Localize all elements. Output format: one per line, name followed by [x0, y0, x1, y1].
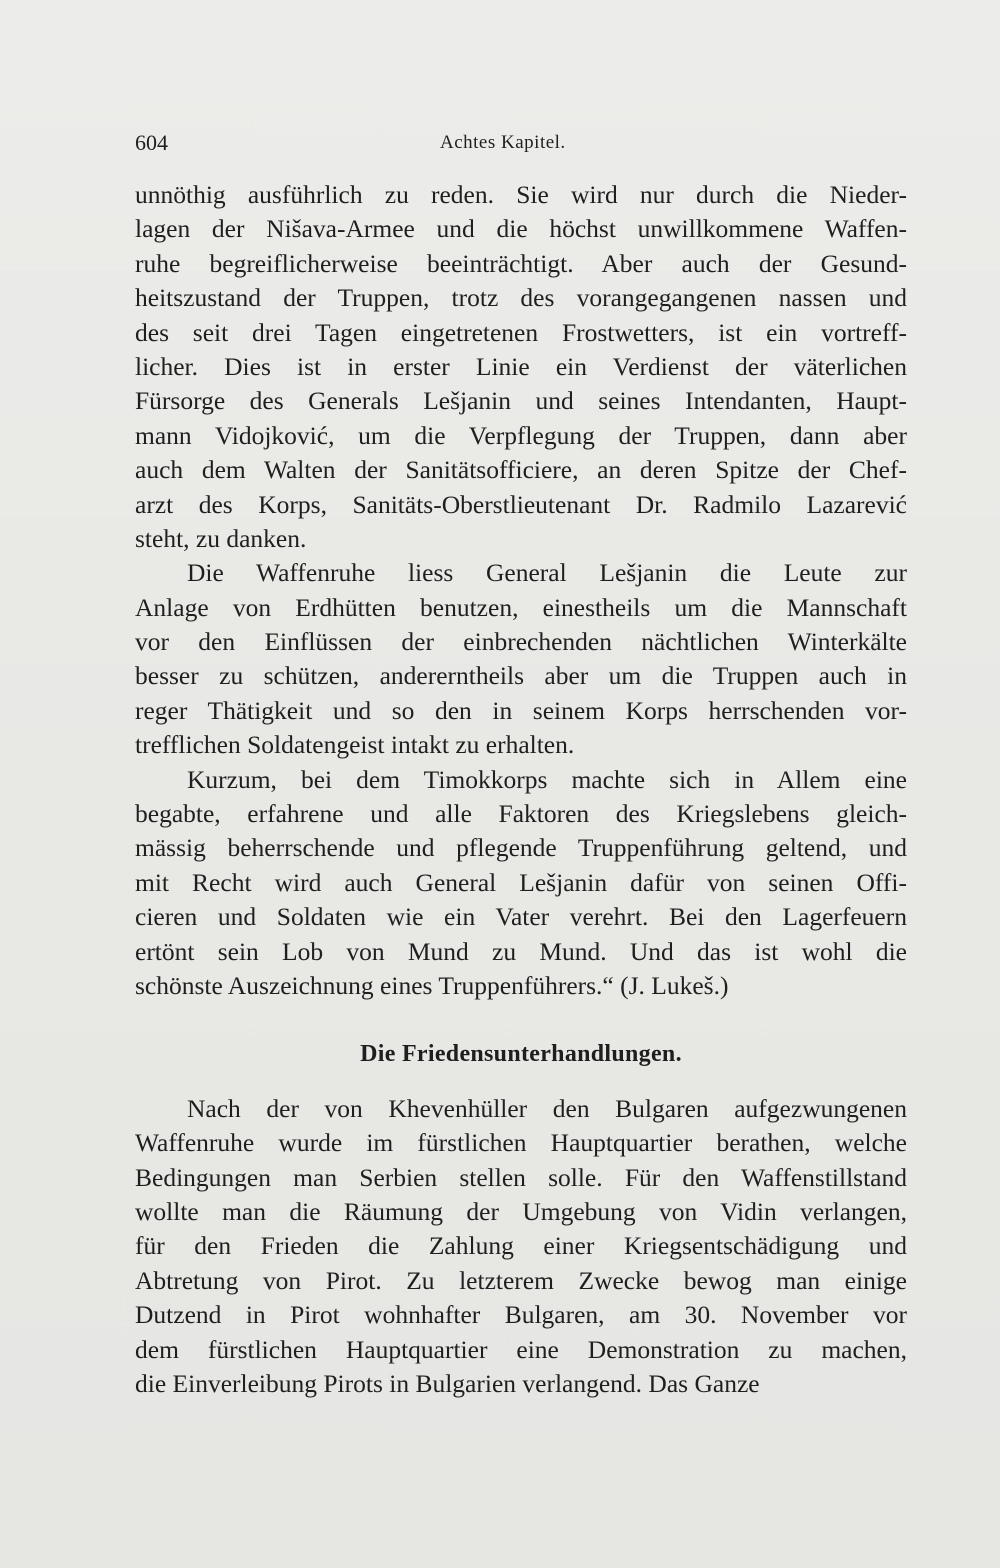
paragraph [135, 1092, 907, 1402]
text-line: cieren und Soldaten wie ein Vater verehrt. Bei den Lagerfeuern [135, 902, 907, 932]
text-line: des seit drei Tagen eingetretenen Frostwetters, ist ein vortreff- [135, 317, 907, 347]
text-line: unnöthig ausführlich zu reden. Sie wird nur durch die Nieder- [135, 180, 907, 209]
text-line: steht, zu danken. [135, 523, 307, 553]
text-line: Anlage von Erdhütten benutzen, einestheils um die Mannschaft [135, 592, 907, 622]
text-line: wollte man die Räumung der Umgebung von Vidin verlangen, [135, 1196, 907, 1226]
text-line: ruhe begreiflicherweise beeinträchtigt. Aber auch der Gesund- [135, 248, 907, 278]
page-number: 604 [135, 130, 168, 155]
text-line: für den Frieden die Zahlung einer Kriegsentschädigung und [135, 1231, 907, 1261]
text-line: trefflichen Soldatengeist intakt zu erhalten. [135, 730, 575, 760]
text-line: vor den Einflüssen der einbrechenden nächtlichen Winterkälte [135, 627, 907, 657]
running-title: Achtes Kapitel. [440, 132, 566, 153]
text-line: arzt des Korps, Sanitäts-Oberstlieutenant Dr. Radmilo Lazarević [135, 489, 907, 519]
text-line: Bedingungen man Serbien stellen solle. Für den Waffenstillstand [135, 1162, 907, 1192]
section-heading: Die Friedensunterhandlungen. [360, 1041, 682, 1068]
text-line: besser zu schützen, andererntheils aber um die Truppen auch in [135, 661, 907, 691]
text-line: Nach der von Khevenhüller den Bulgaren aufgezwungenen [187, 1093, 907, 1123]
text-line: schönste Auszeichnung eines Truppenführers.“ (J. Lukeš.) [135, 970, 729, 1000]
text-line: Waffenruhe wurde im fürstlichen Hauptquartier berathen, welche [135, 1128, 907, 1158]
text-before-heading [135, 178, 907, 1003]
text-line: auch dem Walten der Sanitätsofficiere, an deren Spitze der Chef- [135, 455, 907, 485]
text-line: Dutzend in Pirot wohnhafter Bulgaren, am 30. November vor [135, 1300, 907, 1330]
text-line: ertönt sein Lob von Mund zu Mund. Und das ist wohl die [135, 936, 907, 966]
paragraph [135, 556, 907, 762]
text-line: Abtretung von Pirot. Zu letzterem Zwecke bewog man einige [135, 1265, 907, 1295]
text-line: Kurzum, bei dem Timokkorps machte sich in Allem eine [187, 764, 907, 794]
text-line: lagen der Nišava-Armee und die höchst unwillkommene Waffen- [135, 214, 907, 244]
text-line: Die Waffenruhe liess General Lešjanin die Leute zur [187, 558, 907, 588]
page-header [135, 130, 907, 160]
text-line: heitszustand der Truppen, trotz des vorangegangenen nassen und [135, 283, 907, 313]
body-text [135, 178, 907, 1401]
text-line: dem fürstlichen Hauptquartier eine Demonstration zu machen, [135, 1334, 907, 1364]
text-line: begabte, erfahrene und alle Faktoren des Kriegslebens gleich- [135, 799, 907, 829]
text-line: mit Recht wird auch General Lešjanin dafür von seinen Offi- [135, 867, 907, 897]
paragraph [135, 763, 907, 1004]
text-line: mann Vidojković, um die Verpflegung der Truppen, dann aber [135, 420, 907, 450]
text-line: reger Thätigkeit und so den in seinem Korps herrschenden vor- [135, 695, 907, 725]
text-line: licher. Dies ist in erster Linie ein Verdienst der väterlichen [135, 351, 907, 381]
text-line: die Einverleibung Pirots in Bulgarien verlangend. Das Ganze [135, 1368, 760, 1398]
text-after-heading [135, 1092, 907, 1402]
paragraph [135, 178, 907, 556]
text-line: Fürsorge des Generals Lešjanin und seines Intendanten, Haupt- [135, 386, 907, 416]
text-line: mässig beherrschende und pflegende Truppenführung geltend, und [135, 833, 907, 863]
